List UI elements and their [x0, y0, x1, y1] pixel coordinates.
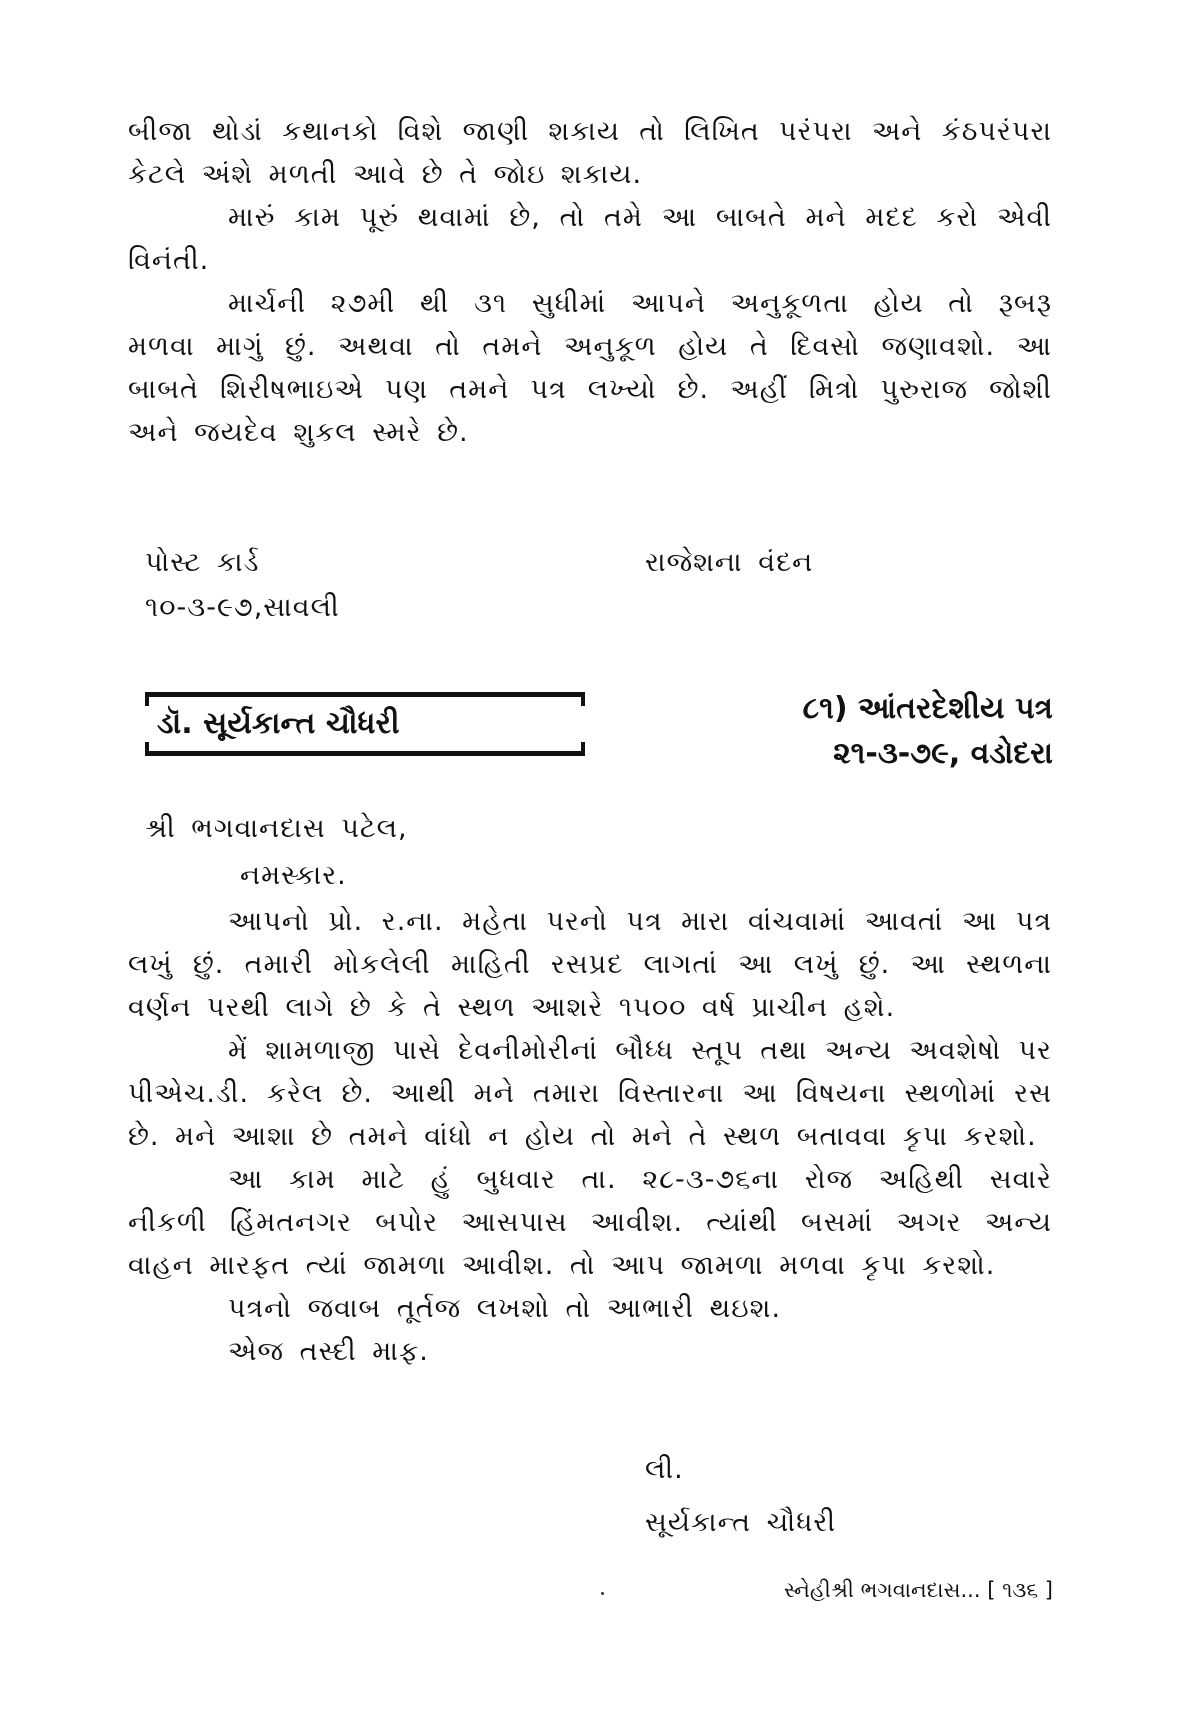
letter2-paragraph-3: આ કામ માટે હું બુધવાર તા. ૨૮-૩-૭૬ના રોજ અહિથી સવારે નીકળી હિંમતનગર બપોર આસપાસ આવીશ. ત્યાંથી બસમાં અગર અન્ય વાહન મારફત ત્યાં જામળા આવીશ. તો આપ જામળા મળવા કૃપા કરશો. [128, 1164, 1052, 1281]
letter2-body [128, 900, 1052, 1373]
page-number: [ ૧૩૬ ] [987, 1578, 1053, 1602]
letter1-body [128, 110, 1052, 454]
box-top-rule [145, 692, 585, 697]
letter1-paragraph-1: બીજા થોડાં કથાનકો વિશે જાણી શકાય તો લિખિત પરંપરા અને કંઠપરંપરા કેટલે અંશે મળતી આવે છે તે જોઇ શકાય. [128, 116, 1052, 190]
letter2-salutation: શ્રી ભગવાનદાસ પટેલ, [145, 813, 408, 844]
sender-name-box [145, 692, 585, 756]
letter1-signoff: રાજેશના વંદન [645, 547, 814, 578]
letter2-greeting: નમસ્કાર. [240, 860, 347, 891]
letter2-heading: ૮૧) આંતરદેશીય પત્ર [802, 691, 1053, 726]
letter1-paragraph-2: મારું કામ પૂરું થવામાં છે, તો તમે આ બાબતે મને મદદ કરો એવી વિનંતી. [128, 202, 1052, 276]
letter1-date-place: ૧૦-૩-૯૭,સાવલી [145, 592, 340, 623]
letter2-date-place: ૨૧-૩-૭૯, વડોદરા [833, 736, 1053, 771]
page-footer [784, 1575, 1053, 1605]
box-bottom-rule [145, 751, 585, 756]
letter1-mode: પોસ્ટ કાર્ડ [145, 547, 260, 578]
letter2-paragraph-2: મેં શામળાજી પાસે દેવનીમોરીનાં બૌધ્ધ સ્તૂપ તથા અન્ય અવશેષો પર પીએચ.ડી. કરેલ છે. આથી મને તમારા વિસ્તારના આ વિષયના સ્થળોમાં રસ છે. મને આશા છે તમને વાંધો ન હોય તો મને તે સ્થળ બતાવવા કૃપા કરશો. [128, 1035, 1052, 1152]
stray-mark [601, 1592, 604, 1595]
letter2-paragraph-1: આપનો પ્રો. ર.ના. મહેતા પરનો પત્ર મારા વાંચવામાં આવતાં આ પત્ર લખું છું. તમારી મોકલેલી માહિતી રસપ્રદ લાગતાં આ લખું છું. આ સ્થળના વર્ણન પરથી લાગે છે કે તે સ્થળ આશરે ૧૫૦૦ વર્ષ પ્રાચીન હશે. [128, 906, 1052, 1023]
sender-name: ડૉ. સૂર્યકાન્ત ચૌધરી [157, 706, 400, 741]
running-title: સ્નેહીશ્રી ભગવાનદાસ... [783, 1578, 981, 1602]
letter2-signature: સૂર્યકાન્ત ચૌધરી [645, 1507, 837, 1538]
letter2-sign-prefix: લી. [645, 1454, 684, 1485]
letter2-paragraph-4: પત્રનો જવાબ તૂર્તજ લખશો તો આભારી થઇશ. [228, 1293, 782, 1324]
letter1-paragraph-3: માર્ચની ૨૭મી થી ૩૧ સુધીમાં આપને અનુકૂળતા હોય તો રૂબરૂ મળવા માગું છું. અથવા તો તમને અનુકૂળ હોય તે દિવસો જણાવશો. આ બાબતે શિરીષભાઇએ પણ તમને પત્ર લખ્યો છે. અહીં મિત્રો પુરુરાજ જોશી અને જયદેવ શુકલ સ્મરે છે. [128, 288, 1052, 448]
letter2-paragraph-5: એજ તસ્દી માફ. [228, 1336, 429, 1367]
